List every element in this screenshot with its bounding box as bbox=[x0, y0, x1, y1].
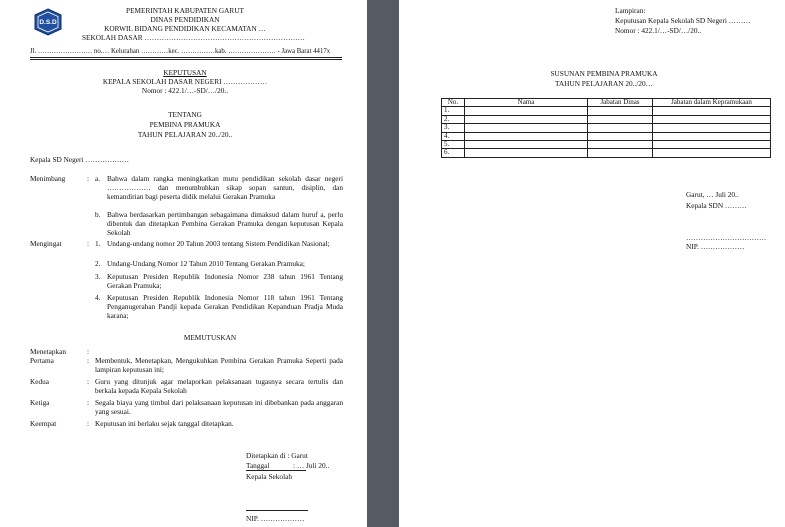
nip-left: NIP. ……………… bbox=[246, 514, 305, 523]
menetapkan-colon: : bbox=[87, 347, 90, 356]
document-page-right bbox=[399, 0, 785, 527]
table-cell bbox=[588, 124, 653, 132]
menetapkan-label: Menetapkan bbox=[30, 347, 67, 356]
table-row bbox=[442, 115, 771, 123]
pertama-text: Membentuk, Menetapkan, Mengukuhkan Pembina Gerakan Pramuka Seperti pada lampiran keputusan ini; bbox=[95, 356, 343, 374]
header-divider bbox=[30, 57, 342, 58]
table-cell bbox=[653, 141, 771, 149]
table-cell: 5. bbox=[442, 141, 465, 149]
table-cell: 3. bbox=[442, 124, 465, 132]
susunan-subtitle: TAHUN PELAJARAN 20../20… bbox=[555, 79, 653, 88]
address-line: Jl. …………………… no.… Kelurahan …………kec. ……………kab. ………………… - Jawa Barat 4417x bbox=[30, 48, 331, 55]
table-cell: 1. bbox=[442, 107, 465, 115]
pertama-label: Pertama bbox=[30, 356, 54, 365]
table-cell bbox=[465, 115, 588, 123]
document-page-left bbox=[0, 0, 367, 527]
col-jabatan-kepramukaan: Jabatan dalam Kepramukaan bbox=[653, 99, 771, 107]
table-row bbox=[442, 132, 771, 140]
table-cell bbox=[653, 124, 771, 132]
right-signature-line: …………………………… bbox=[686, 233, 767, 242]
keempat-text: Keputusan ini berlaku sejak tanggal ditetapkan. bbox=[95, 419, 234, 428]
mengingat-3-text: Keputusan Presiden Republik Indonesia Nomor 238 tahun 1961 Tentang Gerakan Pramuka; bbox=[107, 272, 343, 290]
menimbang-b-text: Bahwa berdasarkan pertimbangan sebagaimana dimaksud dalam huruf a, perlu dibentuk dan ditetapkan Pembina Gerakan Pramuka dengan keputusan Kepala Sekolah bbox=[107, 210, 343, 237]
mengingat-3-marker: 3. bbox=[95, 272, 101, 281]
keempat-colon: : bbox=[87, 419, 90, 428]
tanggal-underline bbox=[246, 470, 306, 471]
table-row bbox=[442, 141, 771, 149]
pembina-table bbox=[441, 98, 771, 158]
tentang-heading: TENTANG bbox=[168, 110, 202, 119]
table-cell bbox=[465, 149, 588, 157]
keempat-label: Keempat bbox=[30, 419, 57, 428]
table-cell bbox=[653, 115, 771, 123]
col-nama: Nama bbox=[465, 99, 588, 107]
table-row bbox=[442, 124, 771, 132]
mengingat-colon: : bbox=[87, 239, 90, 248]
table-cell: 6. bbox=[442, 149, 465, 157]
table-cell bbox=[588, 141, 653, 149]
header-divider-thin bbox=[30, 59, 342, 60]
lampiran-label: Lampiran: bbox=[615, 6, 646, 15]
table-header-row bbox=[442, 99, 771, 107]
logo-text: D.S.D bbox=[39, 19, 57, 26]
tentang-subject: PEMBINA PRAMUKA bbox=[149, 120, 221, 129]
menimbang-a-marker: a. bbox=[95, 174, 101, 183]
table-cell bbox=[465, 132, 588, 140]
mengingat-4-marker: 4. bbox=[95, 293, 101, 302]
col-jabatan-dinas: Jabatan Dinas bbox=[588, 99, 653, 107]
table-cell bbox=[653, 149, 771, 157]
table-cell: 2. bbox=[442, 115, 465, 123]
doc-title: KEPUTUSAN bbox=[163, 68, 207, 77]
signature-line bbox=[246, 510, 308, 511]
school-logo-icon bbox=[34, 8, 62, 36]
col-no: No. bbox=[442, 99, 465, 107]
header-line-3: KORWIL BIDANG PENDIDIKAN KECAMATAN … bbox=[104, 24, 266, 33]
table-cell: 4. bbox=[442, 132, 465, 140]
memutuskan-heading: MEMUTUSKAN bbox=[183, 333, 237, 342]
table-cell bbox=[465, 124, 588, 132]
garut-date: Garut, … Juli 20.. bbox=[686, 190, 739, 199]
kedua-colon: : bbox=[87, 377, 90, 386]
pertama-colon: : bbox=[87, 356, 90, 365]
kedua-label: Kedua bbox=[30, 377, 50, 386]
ditetapkan-line: Ditetapkan di : Garut bbox=[246, 451, 308, 460]
mengingat-1-text: Undang-undang nomor 20 Tahun 2003 tentang Sistem Pendidikan Nasional; bbox=[107, 239, 330, 248]
header-line-1: PEMERINTAH KABUPATEN GARUT bbox=[126, 6, 244, 15]
mengingat-2-marker: 2. bbox=[95, 259, 101, 268]
kepala-line: Kepala SD Negeri ……………… bbox=[30, 155, 130, 164]
table-cell bbox=[588, 149, 653, 157]
susunan-title: SUSUNAN PEMBINA PRAMUKA bbox=[550, 69, 658, 78]
doc-nomor: Nomor : 422.1/…-SD/…/20.. bbox=[141, 86, 229, 95]
lampiran-nomor: Nomor : 422.1/…-SD/…/20.. bbox=[615, 26, 702, 35]
ketiga-label: Ketiga bbox=[30, 398, 50, 407]
table-cell bbox=[653, 107, 771, 115]
table-row bbox=[442, 107, 771, 115]
kedua-text: Guru yang ditunjuk agar melaporkan pelaksanaan tugasnya secara tertulis dan berkala kepada Kepala Sekolah bbox=[95, 377, 343, 395]
mengingat-2-text: Undang-Undang Nomor 12 Tahun 2010 Tentang Gerakan Pramuka; bbox=[107, 259, 305, 268]
table-cell bbox=[465, 107, 588, 115]
ketiga-colon: : bbox=[87, 398, 90, 407]
mengingat-4-text: Keputusan Presiden Republik Indonesia Nomor 118 tahun 1961 Tentang Penganugerahan Pandji kepada Gerakan Pendidikan Kepanduan Pradja Muda karana; bbox=[107, 293, 343, 320]
table-cell bbox=[465, 141, 588, 149]
table-cell bbox=[653, 132, 771, 140]
menimbang-a-text: Bahwa dalam rangka meningkatkan mutu pendidikan sekolah dasar negeri ……………… dan menumbuhkan sikap sopan santun, disiplin, dan kemandirian bagi peserta didik melalui Gerakan Pramuka bbox=[107, 174, 343, 201]
ketiga-text: Segala biaya yang timbul dari pelaksanaan keputusan ini dibebankan pada anggaran yang sesuai. bbox=[95, 398, 343, 416]
table-cell bbox=[588, 132, 653, 140]
tanggal-label: Tanggal bbox=[246, 461, 270, 470]
kepala-sekolah-label: Kepala Sekolah bbox=[246, 472, 292, 481]
doc-title-2: KEPALA SEKOLAH DASAR NEGERI ……………… bbox=[102, 77, 268, 86]
mengingat-1-marker: 1. bbox=[95, 239, 101, 248]
mengingat-label: Mengingat bbox=[30, 239, 62, 248]
header-line-4: SEKOLAH DASAR ………………………………………………………… bbox=[82, 33, 305, 42]
menimbang-colon: : bbox=[87, 174, 90, 183]
header-line-2: DINAS PENDIDIKAN bbox=[150, 15, 220, 24]
tanggal-value: : … Juli 20.. bbox=[293, 461, 330, 470]
nip-right: NIP. ……………… bbox=[686, 242, 745, 251]
table-row bbox=[442, 149, 771, 157]
table-cell bbox=[588, 107, 653, 115]
menimbang-b-marker: b. bbox=[95, 210, 101, 219]
kepala-sdn: Kepala SDN ……… bbox=[686, 201, 747, 210]
menimbang-label: Menimbang bbox=[30, 174, 66, 183]
table-cell bbox=[588, 115, 653, 123]
tentang-year: TAHUN PELAJARAN 20../20.. bbox=[137, 130, 233, 139]
lampiran-keputusan: Keputusan Kepala Sekolah SD Negeri ……… bbox=[615, 16, 751, 25]
